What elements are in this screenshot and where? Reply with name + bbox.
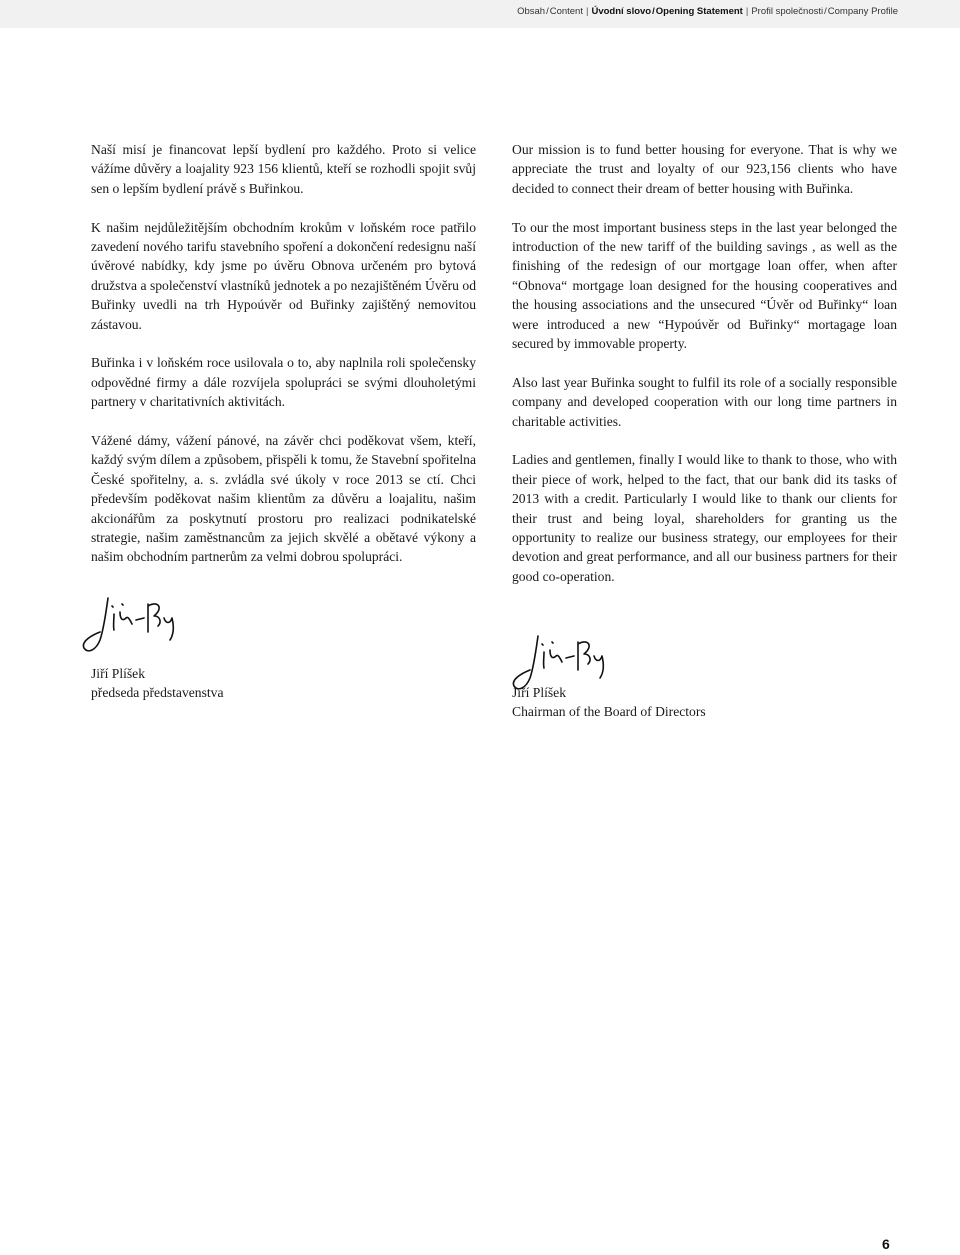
cz-paragraph-4: Vážené dámy, vážení pánové, na závěr chci poděkovat všem, kteří, každý svým dílem a způsobem, přispěli k tomu, že Stavební spořitelna České spořitelny, a. s. zvládla své úkoly v roce 2013 se ctí. Chci především poděkovat našim klientům za důvěru a loajalitu, našim akcionářům za poskytnutí prostoru pro realizaci podnikatelské strategie, našim zaměstnancům za jejich skvělé a obětavé výkony a našim obchodním partnerům za velmi dobrou spolupráci. — [91, 433, 476, 565]
header-bar — [0, 0, 960, 28]
cz-paragraph-2: K našim nejdůležitějším obchodním krokům v loňském roce patřilo zavedení nového tarifu stavebního spoření a dokončení redesignu naší úvěrové nabídky, kdy jsme po úvěru Obnova určeném pro bytová družstva a společenství vlastníků jednotek a po nezajištěném Úvěru od Buřinky uvedli na trh Hypoúvěr od Buřinky zajištěný nemovitou zástavou. — [91, 219, 476, 332]
signatory-title: Chairman of the Board of Directors — [512, 704, 706, 720]
cz-paragraph-3: Buřinka i v loňském roce usilovala o to, aby naplnila roli společensky odpovědné firmy a dále rozvíjela spolupráci se svými dlouholetými partnery v charitativních aktivitách. — [91, 355, 476, 410]
breadcrumb-nav — [517, 6, 898, 17]
signatory-name: Jiří Plíšek — [91, 666, 146, 681]
page-number: 6 — [882, 1236, 890, 1252]
en-paragraph-4: Ladies and gentlemen, finally I would like to thank to those, who with their piece of work, helped to the fact, that our bank did its tasks of 2013 with a credit. Particularly I would like to thank our clients for their trust and being loyal, shareholders for granting us the opportunity to realize our business strategy, our employees for their devotion and great performance, and all our business partners for their good co-operation. — [512, 452, 897, 584]
signatory-name: Jiří Plíšek — [512, 685, 567, 700]
signature-image-left — [78, 592, 188, 662]
signature-block-left — [91, 664, 224, 703]
en-paragraph-2: To our the most important business steps in the last year belonged the introduction of the new tariff of the building savings , as well as the finishing of the redesign of our mortgage loan offer, when after “Obnova“ mortgage loan designed for the housing cooperatives and the housing associations and the unsecured “Úvěr od Buřinky“ loan were introduced a new “Hypoúvěr od Buřinky“ mortagage loan secured by immovable property. — [512, 219, 897, 352]
signature-block-right — [512, 683, 706, 722]
nav-link-content[interactable]: Obsah/Content — [517, 6, 583, 17]
english-column — [512, 140, 897, 606]
czech-column — [91, 140, 476, 586]
en-paragraph-1: Our mission is to fund better housing for everyone. That is why we appreciate the trust and loyalty of our 923,156 clients who have decided to connect their dream of better housing with Buřinka. — [512, 142, 897, 196]
nav-link-company-profile[interactable]: Profil společnosti/Company Profile — [751, 6, 898, 17]
nav-separator: | — [745, 6, 749, 17]
nav-separator: | — [585, 6, 589, 17]
cz-paragraph-1: Naší misí je financovat lepší bydlení pro každého. Proto si velice vážíme důvěry a loajality 923 156 klientů, kteří se rozhodli spojit svůj sen o lepším bydlení právě s Buřinkou. — [91, 142, 476, 196]
en-paragraph-3: Also last year Buřinka sought to fulfil its role of a socially responsible company and developed cooperation with our long time partners in charitable activities. — [512, 374, 897, 429]
nav-link-opening-statement[interactable]: Úvodní slovo/Opening Statement — [591, 6, 743, 17]
signatory-title: předseda představenstva — [91, 685, 224, 701]
